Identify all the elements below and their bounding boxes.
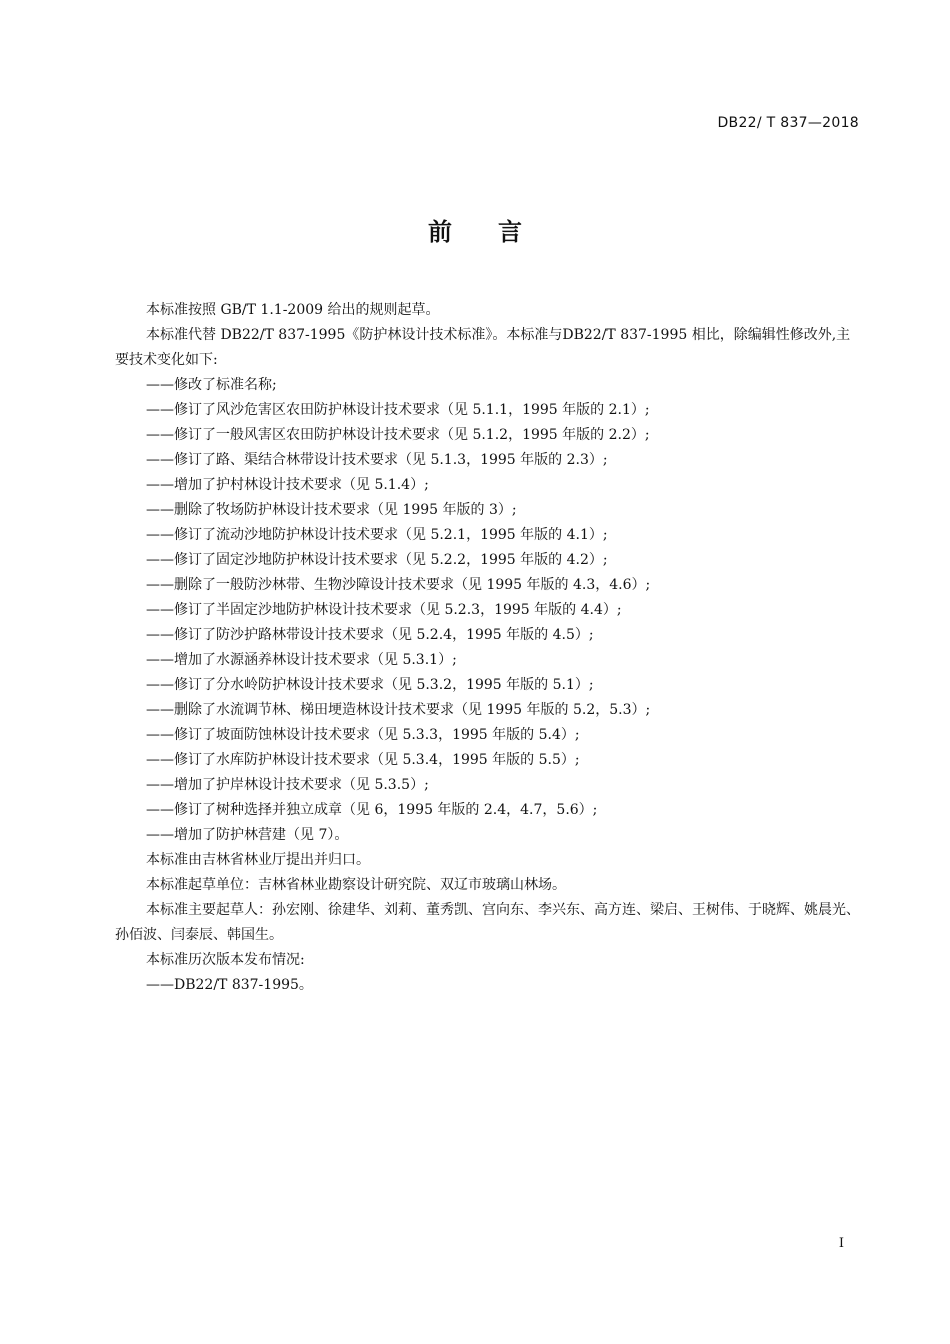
list-item: ——修订了水库防护林设计技术要求（见 5.3.4，1995 年版的 5.5）; bbox=[146, 752, 580, 768]
list-item: ——修订了坡面防蚀林设计技术要求（见 5.3.3，1995 年版的 5.4）; bbox=[146, 727, 580, 743]
list-item: ——删除了水流调节林、梯田埂造林设计技术要求（见 1995 年版的 5.2，5.3）; bbox=[146, 702, 651, 718]
paragraph-drafting-rules: 本标准按照 GB/T 1.1-2009 给出的规则起草。 bbox=[146, 302, 440, 318]
list-item: ——修订了树种选择并独立成章（见 6，1995 年版的 2.4，4.7，5.6）; bbox=[146, 802, 598, 818]
list-item: ——删除了一般防沙林带、生物沙障设计技术要求（见 1995 年版的 4.3，4.6）; bbox=[146, 577, 651, 593]
list-item: ——修订了分水岭防护林设计技术要求（见 5.3.2，1995 年版的 5.1）; bbox=[146, 677, 594, 693]
list-item: ——增加了水源涵养林设计技术要求（见 5.3.1）; bbox=[146, 652, 457, 668]
page-title: 前言 bbox=[428, 218, 568, 246]
foreword-body bbox=[115, 298, 860, 998]
list-item: ——修订了固定沙地防护林设计技术要求（见 5.2.2，1995 年版的 4.2）; bbox=[146, 552, 608, 568]
list-item: ——修订了流动沙地防护林设计技术要求（见 5.2.1，1995 年版的 4.1）; bbox=[146, 527, 608, 543]
paragraph-drafting-units: 本标准起草单位：吉林省林业勘察设计研究院、双辽市玻璃山林场。 bbox=[146, 877, 566, 893]
list-item: ——增加了防护林营建（见 7）。 bbox=[146, 827, 349, 843]
paragraph-replacement-note: 本标准代替 DB22/T 837-1995《防护林设计技术标准》。本标准与DB22/T 837-1995 相比，除编辑性修改外,主要技术变化如下: bbox=[115, 327, 851, 368]
list-item: ——修订了半固定沙地防护林设计技术要求（见 5.2.3，1995 年版的 4.4）; bbox=[146, 602, 622, 618]
history-item: ——DB22/T 837-1995。 bbox=[146, 977, 313, 993]
list-item: ——修订了风沙危害区农田防护林设计技术要求（见 5.1.1，1995 年版的 2.1）; bbox=[146, 402, 650, 418]
paragraph-history-heading: 本标准历次版本发布情况: bbox=[146, 952, 305, 968]
list-item: ——修订了一般风害区农田防护林设计技术要求（见 5.1.2，1995 年版的 2.2）; bbox=[146, 427, 650, 443]
paragraph-drafters: 本标准主要起草人：孙宏刚、徐建华、刘莉、董秀凯、宫向东、李兴东、高方连、梁启、王树伟、于晓辉、姚晨光、孙佰波、闫泰辰、韩国生。 bbox=[115, 902, 860, 943]
changes-list bbox=[115, 373, 860, 848]
list-item: ——修订了防沙护路林带设计技术要求（见 5.2.4，1995 年版的 4.5）; bbox=[146, 627, 594, 643]
page-number: I bbox=[838, 1236, 844, 1251]
list-item: ——修订了路、渠结合林带设计技术要求（见 5.1.3，1995 年版的 2.3）; bbox=[146, 452, 608, 468]
list-item: ——删除了牧场防护林设计技术要求（见 1995 年版的 3）; bbox=[146, 502, 517, 518]
list-item: ——增加了护岸林设计技术要求（见 5.3.5）; bbox=[146, 777, 429, 793]
standard-code-header: DB22/ T 837—2018 bbox=[717, 115, 859, 131]
list-item: ——修改了标准名称; bbox=[146, 377, 277, 393]
paragraph-proposer: 本标准由吉林省林业厅提出并归口。 bbox=[146, 852, 370, 868]
list-item: ——增加了护村林设计技术要求（见 5.1.4）; bbox=[146, 477, 429, 493]
